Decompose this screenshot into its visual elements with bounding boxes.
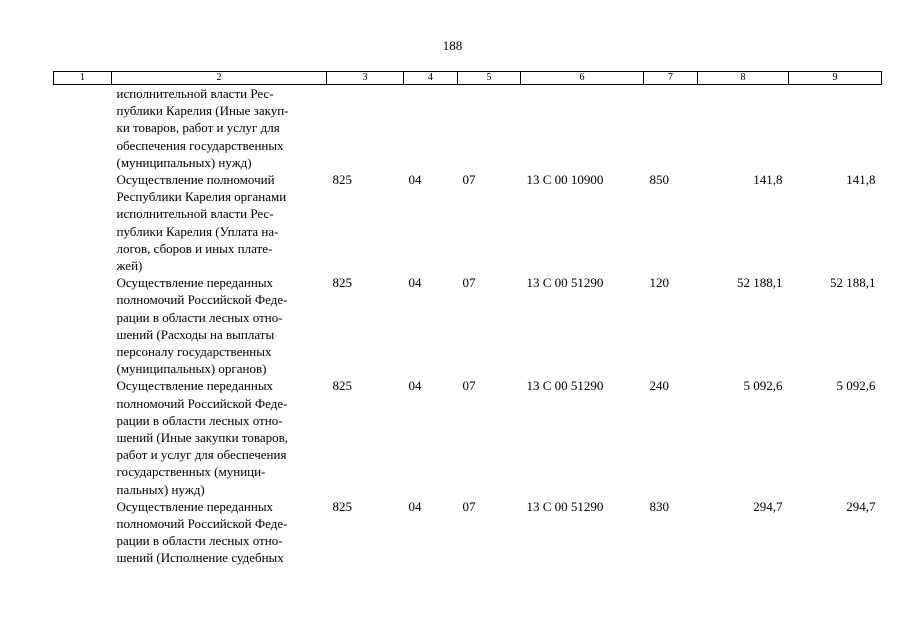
expense-name-line: жей) xyxy=(116,258,143,274)
expense-name-line: Осуществление переданных xyxy=(116,498,274,514)
expense-type-cell xyxy=(644,85,698,172)
expense-name-line: Республики Карелия органами xyxy=(116,189,287,205)
expense-name-line: персоналу государственных xyxy=(116,344,272,360)
expense-name-line: обеспечения государственных xyxy=(116,137,284,153)
expense-name-cell xyxy=(112,274,327,377)
amount-cell-1: 294,7 xyxy=(753,498,783,514)
amount-cell-2: 141,8 xyxy=(846,172,876,188)
row-number-cell xyxy=(54,274,112,377)
subsection-code-cell: 07 xyxy=(462,275,476,291)
expense-name-line: (муниципальных) органов) xyxy=(116,361,267,377)
expense-type-cell: 850 xyxy=(649,172,669,188)
table-row xyxy=(54,171,882,274)
section-code-cell: 04 xyxy=(408,498,422,514)
section-code-cell: 04 xyxy=(408,378,422,394)
amount-cell-1 xyxy=(698,85,789,172)
table-row xyxy=(54,498,882,567)
expense-name-cell xyxy=(112,377,327,497)
expense-type-cell: 120 xyxy=(649,275,669,291)
expense-name-line: (муниципальных) нужд) xyxy=(116,154,252,170)
column-number-row xyxy=(54,72,882,85)
amount-cell-1: 141,8 xyxy=(753,172,783,188)
target-article-cell: 13 С 00 51290 xyxy=(526,275,604,291)
column-header: 9 xyxy=(789,72,882,85)
expense-name-line: исполнительной власти Рес- xyxy=(116,86,274,101)
expense-name-line: шений (Расходы на выплаты xyxy=(116,326,275,342)
target-article-cell xyxy=(521,85,644,172)
table-row xyxy=(54,377,882,497)
expense-name-cell xyxy=(112,171,327,274)
amount-cell-2: 5 092,6 xyxy=(836,378,876,394)
section-code-cell xyxy=(404,85,458,172)
table-row xyxy=(54,85,882,172)
expense-name-line: полномочий Российской Феде- xyxy=(116,395,288,411)
expense-name-line: публики Карелия (Уплата на- xyxy=(116,223,279,239)
amount-cell-2 xyxy=(789,85,882,172)
expense-name-line: логов, сборов и иных плате- xyxy=(116,240,273,256)
ved-code-cell xyxy=(327,85,404,172)
ved-code-cell: 825 xyxy=(332,498,352,514)
target-article-cell: 13 С 00 51290 xyxy=(526,498,604,514)
page-number: 188 xyxy=(442,38,463,53)
expense-type-cell: 240 xyxy=(649,378,669,394)
subsection-code-cell: 07 xyxy=(462,378,476,394)
row-number-cell xyxy=(54,171,112,274)
table-body xyxy=(54,85,882,567)
column-header: 4 xyxy=(404,72,458,85)
section-code-cell: 04 xyxy=(408,172,422,188)
expense-name-cell xyxy=(112,498,327,567)
expense-name-line: исполнительной власти Рес- xyxy=(116,206,274,222)
column-header: 6 xyxy=(521,72,644,85)
column-header: 5 xyxy=(458,72,521,85)
subsection-code-cell: 07 xyxy=(462,498,476,514)
expense-name-line: публики Карелия (Иные закуп- xyxy=(116,103,289,119)
ved-code-cell: 825 xyxy=(332,172,352,188)
row-number-cell xyxy=(54,498,112,567)
ved-code-cell: 825 xyxy=(332,275,352,291)
expense-name-line: полномочий Российской Феде- xyxy=(116,292,288,308)
expense-name-line: рации в области лесных отно- xyxy=(116,412,283,428)
amount-cell-2: 52 188,1 xyxy=(830,275,876,291)
table-row xyxy=(54,274,882,377)
target-article-cell: 13 С 00 51290 xyxy=(526,378,604,394)
expense-name-line: государственных (муници- xyxy=(116,464,266,480)
expense-name-line: Осуществление переданных xyxy=(116,275,274,291)
subsection-code-cell xyxy=(458,85,521,172)
column-header: 3 xyxy=(327,72,404,85)
expense-name-line: шений (Исполнение судебных xyxy=(116,550,284,566)
column-header: 8 xyxy=(698,72,789,85)
section-code-cell: 04 xyxy=(408,275,422,291)
expense-name-line: Осуществление полномочий xyxy=(116,172,275,188)
expense-name-line: Осуществление переданных xyxy=(116,378,274,394)
row-number-cell xyxy=(54,377,112,497)
expense-name-line: ки товаров, работ и услуг для xyxy=(116,120,280,136)
target-article-cell: 13 С 00 10900 xyxy=(526,172,604,188)
amount-cell-2: 294,7 xyxy=(846,498,876,514)
amount-cell-1: 5 092,6 xyxy=(743,378,783,394)
column-header: 1 xyxy=(54,72,112,85)
subsection-code-cell: 07 xyxy=(462,172,476,188)
expense-name-line: работ и услуг для обеспечения xyxy=(116,447,287,463)
expense-name-line: рации в области лесных отно- xyxy=(116,309,283,325)
amount-cell-1: 52 188,1 xyxy=(737,275,783,291)
expense-name-line: шений (Иные закупки товаров, xyxy=(116,430,288,446)
expense-name-line: рации в области лесных отно- xyxy=(116,533,283,549)
budget-table xyxy=(53,71,882,567)
expense-name-line: полномочий Российской Феде- xyxy=(116,516,288,532)
expense-name-cell xyxy=(112,85,327,172)
expense-name-line: пальных) нужд) xyxy=(116,481,205,497)
ved-code-cell: 825 xyxy=(332,378,352,394)
column-header: 2 xyxy=(112,72,327,85)
column-header: 7 xyxy=(644,72,698,85)
row-number-cell xyxy=(54,85,112,172)
expense-type-cell: 830 xyxy=(649,498,669,514)
